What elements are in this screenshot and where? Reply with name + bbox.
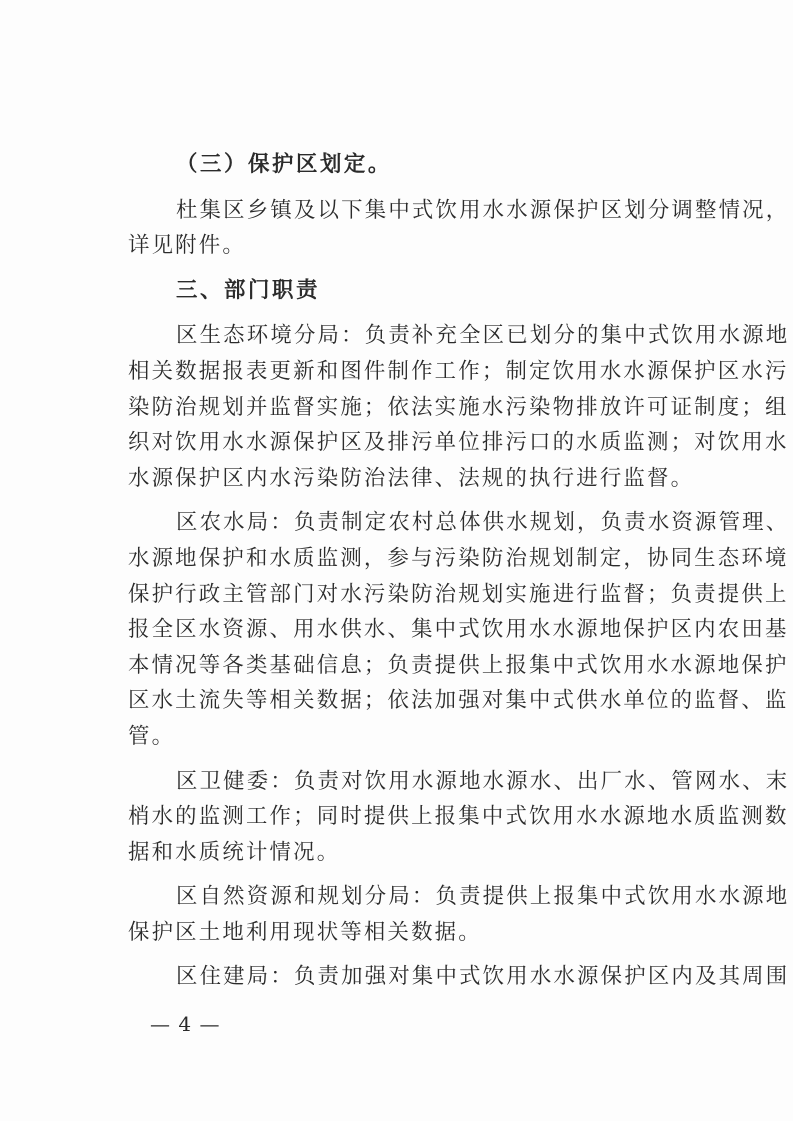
paragraph-natural-resources-bureau xyxy=(128,879,790,950)
text-line: 梢水的监测工作；同时提供上报集中式饮用水水源地水质监测数 xyxy=(128,804,789,830)
paragraph-health-commission xyxy=(128,764,790,871)
text-line: 区生态环境分局：负责补充全区已划分的集中式饮用水源地 xyxy=(176,323,790,349)
text-line: 保护行政主管部门对水污染防治规划实施进行监督；负责提供上 xyxy=(128,581,789,607)
text-line: 保护区土地利用现状等相关数据。 xyxy=(128,919,482,945)
paragraph-protection-zone xyxy=(128,193,790,264)
text-line: 区卫健委：负责对饮用水源地水源水、出厂水、管网水、末 xyxy=(176,768,790,794)
text-line: 染防治规划并监督实施；依法实施水污染物排放许可证制度；组 xyxy=(128,394,789,420)
text-line: 报全区水资源、用水供水、集中式饮用水水源地保护区内农田基 xyxy=(128,617,789,643)
text-line: 区农水局：负责制定农村总体供水规划，负责水资源管理、 xyxy=(176,510,790,536)
section-heading-protection-zone: （三）保护区划定。 xyxy=(176,152,392,177)
text-line: 管。 xyxy=(128,723,176,749)
text-line: 区住建局：负责加强对集中式饮用水水源保护区内及其周围 xyxy=(176,964,790,990)
text-line: 据和水质统计情况。 xyxy=(128,839,341,865)
paragraph-ecology-bureau xyxy=(128,318,790,496)
text-line: 本情况等各类基础信息；负责提供上报集中式饮用水水源地保护 xyxy=(128,652,789,678)
text-line: 详见附件。 xyxy=(128,233,246,259)
text-line: 织对饮用水水源保护区及排污单位排污口的水质监测；对饮用水 xyxy=(128,430,789,456)
paragraph-housing-bureau xyxy=(128,959,790,995)
page-number: — 4 — xyxy=(150,1012,221,1036)
text-line: 相关数据报表更新和图件制作工作；制定饮用水水源保护区水污 xyxy=(128,358,789,384)
chapter-heading-department-duties: 三、部门职责 xyxy=(176,277,320,303)
document-body xyxy=(128,147,790,1004)
paragraph-agriculture-water-bureau xyxy=(128,505,790,754)
text-line: 水源地保护和水质监测，参与污染防治规划制定，协同生态环境 xyxy=(128,545,789,571)
text-line: 水源保护区内水污染防治法律、法规的执行进行监督。 xyxy=(128,465,695,491)
text-line: 区水土流失等相关数据；依法加强对集中式供水单位的监督、监 xyxy=(128,688,789,714)
text-line: 杜集区乡镇及以下集中式饮用水水源保护区划分调整情况， xyxy=(176,197,790,223)
text-line: 区自然资源和规划分局：负责提供上报集中式饮用水水源地 xyxy=(176,884,790,910)
